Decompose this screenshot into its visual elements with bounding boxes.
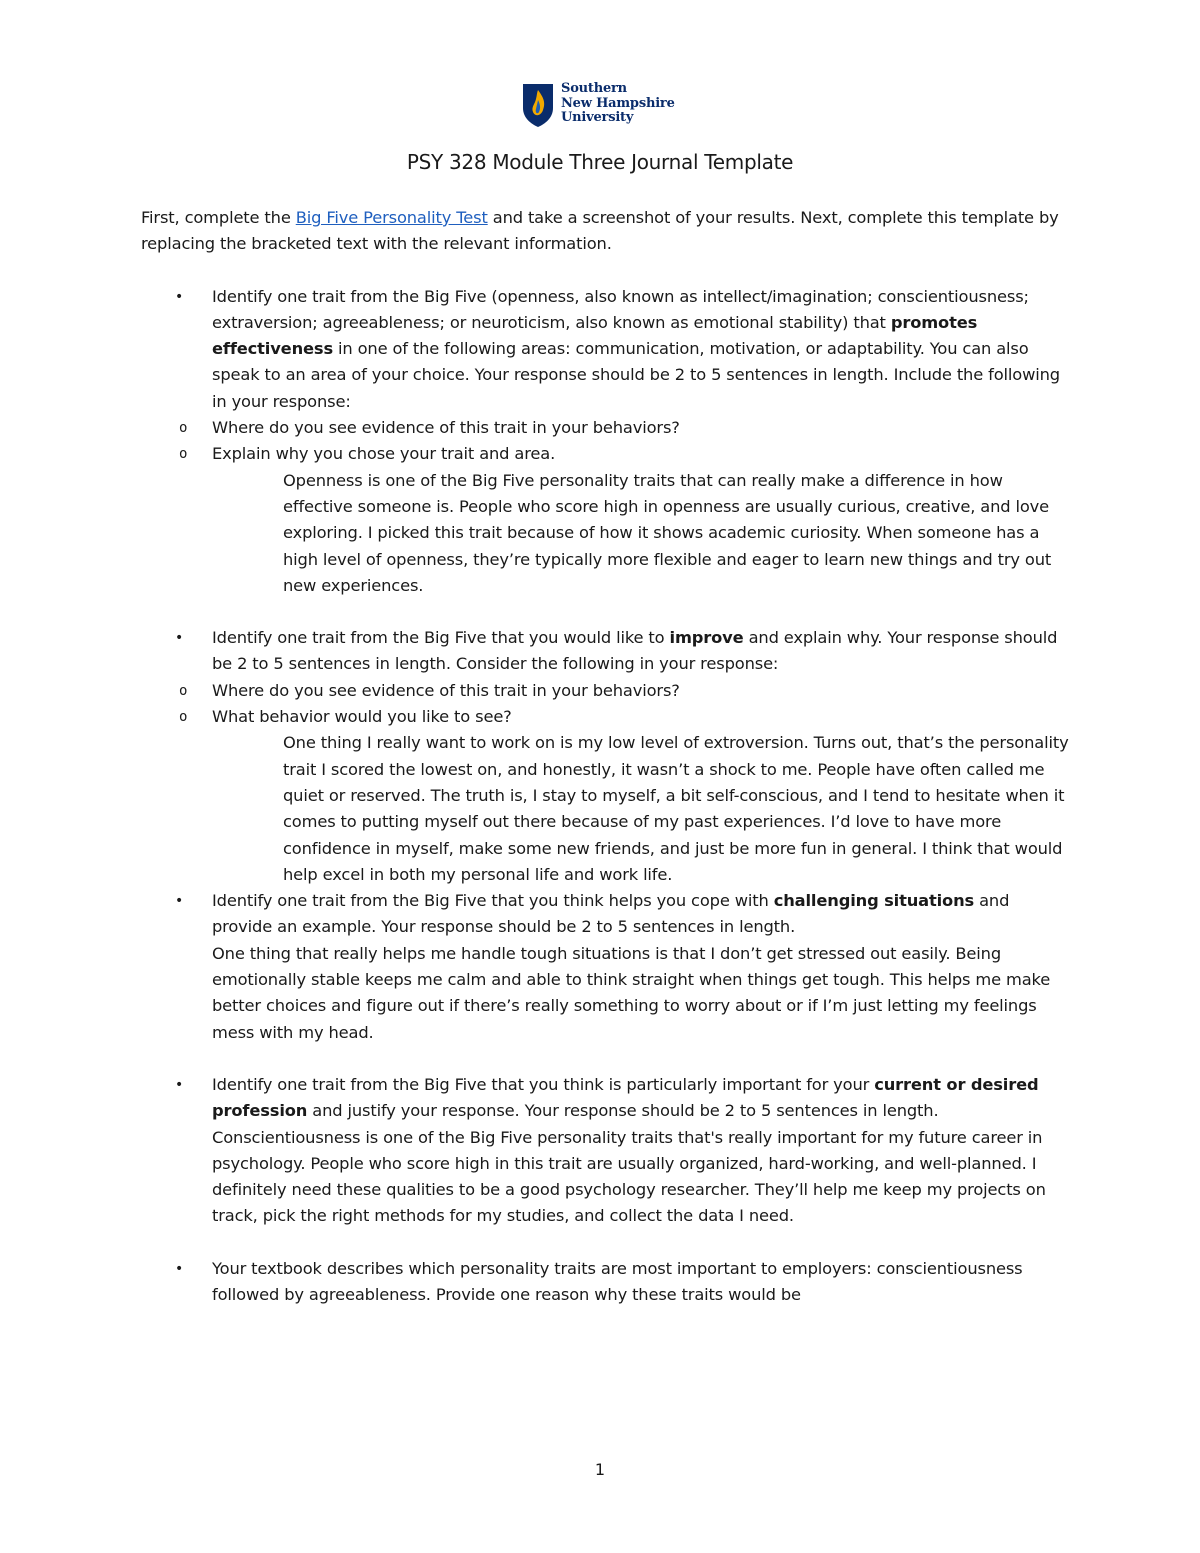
prompt-emphasis: challenging situations [773, 891, 975, 911]
prompt-text: Identify one trait from the Big Five that you think helps you cope with [212, 891, 774, 911]
shield-flame-icon [521, 82, 555, 128]
bullet-marker: • [175, 288, 184, 305]
list-item [141, 888, 1071, 1046]
document-title: PSY 328 Module Three Journal Template [406, 150, 794, 174]
question-prompt [212, 888, 1071, 941]
logo-line-3: University [561, 110, 634, 125]
sub-item-text: Where do you see evidence of this trait in your behaviors? [212, 418, 680, 438]
sub-marker: o [179, 709, 188, 726]
question-list [141, 284, 1071, 1309]
prompt-text: and explain why. Your response should be 2 to 5 sentences in length. Consider the following in your response: [212, 628, 1058, 674]
intro-before-link: First, complete the [141, 208, 296, 227]
sub-list [179, 678, 1071, 731]
response-text: One thing that really helps me handle tough situations is that I don’t get stressed out easily. Being emotionally stable keeps me calm and able to think straight when things get tough. This helps me make better choices and figure out if there’s really something to worry about or if I’m just letting my feelings mess with my head. [212, 943, 1051, 1042]
sub-marker: o [179, 420, 188, 437]
prompt-emphasis: current or desired profession [212, 1074, 1039, 1121]
prompt-text: Identify one trait from the Big Five that you would like to [212, 628, 670, 648]
response-text: Openness is one of the Big Five personality traits that can really make a difference in how effective someone is. People who score high in openness are usually curious, creative, and love exploring. I picked this trait because of how it shows academic curiosity. When someone has a high level of openness, they’re typically more flexible and eager to learn new things and try out new experiences. [283, 470, 1052, 595]
logo-line-2: New Hampshire [561, 95, 675, 111]
intro-after-link: and take a screenshot of your results. Next, complete this template by replacing the bracketed text with the relevant information. [141, 208, 1059, 254]
logo-line-1: Southern [561, 81, 627, 96]
logo-wordmark [561, 82, 675, 126]
response-text: One thing I really want to work on is my low level of extroversion. Turns out, that’s the personality trait I scored the lowest on, and honestly, it wasn’t a shock to me. People have often called me quiet or reserved. The truth is, I stay to myself, a bit self-conscious, and I tend to hesitate when it comes to putting myself out there because of my past experiences. I’d love to have more confidence in myself, make some new friends, and just be more fun in general. I think that would help excel in both my personal life and work life. [283, 733, 1069, 884]
prompt-emphasis: improve [669, 628, 744, 648]
list-item [141, 284, 1071, 600]
question-prompt [212, 1072, 1071, 1125]
prompt-text: and justify your response. Your response should be 2 to 5 sentences in length. [307, 1101, 939, 1121]
big-five-test-link[interactable]: Big Five Personality Test [295, 208, 488, 227]
bullet-marker: • [175, 1260, 184, 1277]
sub-marker: o [179, 682, 188, 699]
question-prompt [212, 284, 1071, 415]
prompt-text: Identify one trait from the Big Five (openness, also known as intellect/imagination; conscientiousness; extraversion; agreeableness; or neuroticism, also known as emotional stability) that [212, 286, 1029, 332]
sub-list-item [141, 441, 1071, 467]
page-number: 1 [594, 1460, 606, 1479]
list-item [141, 1256, 1071, 1309]
university-logo [521, 82, 691, 134]
prompt-text: Identify one trait from the Big Five that you think is particularly important for your [212, 1074, 875, 1094]
list-item [141, 625, 1071, 888]
sub-list-item [141, 704, 1071, 730]
document-body [141, 205, 1071, 1334]
prompt-emphasis: promotes effectiveness [212, 312, 978, 359]
sub-list-item [141, 678, 1071, 704]
sub-item-text: Where do you see evidence of this trait in your behaviors? [212, 680, 680, 700]
response-text: Conscientiousness is one of the Big Five personality traits that's really important for my future career in psychology. People who score high in this trait are usually organized, hard-working, and well-planned. I definitely need these qualities to be a good psychology researcher. They’ll help me keep my projects on track, pick the right methods for my studies, and collect the data I need. [212, 1127, 1046, 1226]
sub-list [179, 415, 1071, 468]
list-item [141, 1072, 1071, 1230]
prompt-text: in one of the following areas: communication, motivation, or adaptability. You can also speak to an area of your choice. Your response should be 2 to 5 sentences in length. Include the following in your response: [212, 339, 1060, 411]
sub-list-item [141, 415, 1071, 441]
intro-paragraph [141, 205, 1071, 258]
sub-item-text: What behavior would you like to see? [212, 707, 512, 727]
prompt-text: and provide an example. Your response should be 2 to 5 sentences in length. [212, 891, 1010, 937]
sub-item-text: Explain why you chose your trait and area. [212, 444, 556, 464]
question-prompt: Your textbook describes which personality traits are most important to employers: conscientiousness followed by agreeableness. Provide one reason why these traits would be [212, 1258, 1023, 1304]
sub-marker: o [179, 446, 188, 463]
question-prompt [212, 625, 1071, 678]
bullet-marker: • [175, 630, 184, 647]
bullet-marker: • [175, 893, 184, 910]
bullet-marker: • [175, 1076, 184, 1093]
